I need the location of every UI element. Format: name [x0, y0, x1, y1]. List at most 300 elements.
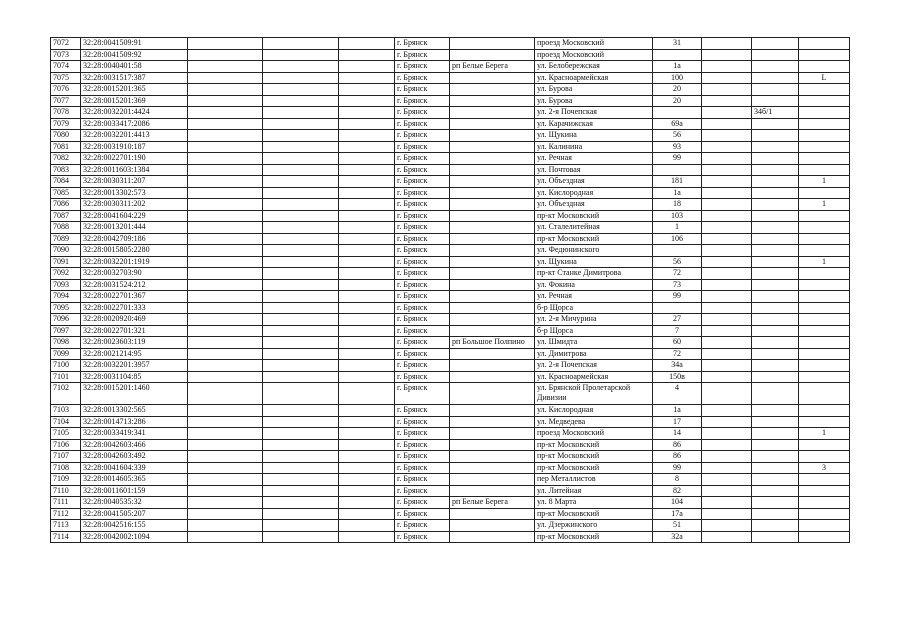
- table-cell: г. Брянск: [395, 348, 450, 360]
- table-cell: 73: [653, 279, 702, 291]
- table-cell: [188, 462, 263, 474]
- table-cell: 17: [653, 416, 702, 428]
- table-cell: [263, 233, 339, 245]
- table-cell: [702, 348, 752, 360]
- table-cell: 32:28:0014605:365: [81, 474, 188, 486]
- table-cell: [339, 371, 395, 383]
- table-cell: [450, 383, 535, 405]
- table-cell: [653, 245, 702, 257]
- table-cell: [188, 314, 263, 326]
- table-cell: [799, 95, 850, 107]
- table-cell: 7095: [51, 302, 81, 314]
- table-cell: [339, 383, 395, 405]
- table-cell: ул. Димитрова: [535, 348, 653, 360]
- table-cell: [450, 256, 535, 268]
- table-cell: [653, 302, 702, 314]
- table-cell: 7076: [51, 84, 81, 96]
- table-cell: [702, 451, 752, 463]
- table-cell: г. Брянск: [395, 141, 450, 153]
- table-cell: [339, 72, 395, 84]
- table-cell: 17а: [653, 508, 702, 520]
- table-row: [51, 222, 850, 234]
- table-cell: [799, 141, 850, 153]
- table-cell: [188, 153, 263, 165]
- table-cell: 1: [653, 222, 702, 234]
- table-cell: ул. 2-я Почепская: [535, 107, 653, 119]
- table-row: [51, 95, 850, 107]
- table-cell: 7103: [51, 405, 81, 417]
- table-cell: [799, 348, 850, 360]
- table-row: [51, 508, 850, 520]
- table-cell: [752, 485, 799, 497]
- table-cell: [752, 130, 799, 142]
- table-cell: 32:28:0032201:1919: [81, 256, 188, 268]
- table-row: [51, 84, 850, 96]
- table-cell: [188, 222, 263, 234]
- table-cell: [702, 405, 752, 417]
- table-cell: 1а: [653, 405, 702, 417]
- table-cell: 32:28:0013302:573: [81, 187, 188, 199]
- table-cell: 32:28:0032201:4424: [81, 107, 188, 119]
- table-cell: 99: [653, 462, 702, 474]
- table-cell: [263, 49, 339, 61]
- table-cell: 7114: [51, 531, 81, 543]
- table-cell: [188, 337, 263, 349]
- table-row: [51, 439, 850, 451]
- table-cell: 7088: [51, 222, 81, 234]
- table-cell: г. Брянск: [395, 371, 450, 383]
- table-row: [51, 485, 850, 497]
- table-cell: [263, 199, 339, 211]
- table-cell: [752, 302, 799, 314]
- table-cell: [450, 439, 535, 451]
- table-cell: ул. 2-я Мичурина: [535, 314, 653, 326]
- table-cell: 7098: [51, 337, 81, 349]
- table-cell: 32а: [653, 531, 702, 543]
- table-cell: [188, 405, 263, 417]
- table-cell: 32:28:0022701:190: [81, 153, 188, 165]
- table-cell: [702, 38, 752, 50]
- table-cell: г. Брянск: [395, 485, 450, 497]
- table-cell: 32:28:0015201:365: [81, 84, 188, 96]
- table-cell: 32:28:0041604:229: [81, 210, 188, 222]
- table-cell: [752, 153, 799, 165]
- table-cell: 7078: [51, 107, 81, 119]
- table-cell: [450, 474, 535, 486]
- table-cell: 103: [653, 210, 702, 222]
- table-cell: 7099: [51, 348, 81, 360]
- table-cell: 7104: [51, 416, 81, 428]
- table-cell: [653, 164, 702, 176]
- table-cell: пр-кт Московский: [535, 233, 653, 245]
- table-cell: [188, 383, 263, 405]
- table-cell: г. Брянск: [395, 451, 450, 463]
- table-cell: [702, 141, 752, 153]
- table-cell: 51: [653, 520, 702, 532]
- table-cell: ул. Почтовая: [535, 164, 653, 176]
- table-cell: [263, 187, 339, 199]
- table-cell: [752, 187, 799, 199]
- table-cell: пр-кт Московский: [535, 439, 653, 451]
- table-cell: 32:28:0042516:155: [81, 520, 188, 532]
- table-cell: [702, 268, 752, 280]
- table-cell: г. Брянск: [395, 508, 450, 520]
- table-row: [51, 416, 850, 428]
- table-cell: 32:28:0011603:1384: [81, 164, 188, 176]
- table-cell: [702, 233, 752, 245]
- table-cell: [263, 348, 339, 360]
- table-cell: 7092: [51, 268, 81, 280]
- table-cell: [339, 199, 395, 211]
- table-cell: [339, 187, 395, 199]
- table-cell: [339, 210, 395, 222]
- table-cell: [450, 84, 535, 96]
- table-cell: 7105: [51, 428, 81, 440]
- table-cell: [702, 497, 752, 509]
- table-cell: ул. Речная: [535, 291, 653, 303]
- table-cell: [450, 485, 535, 497]
- table-cell: [752, 416, 799, 428]
- table-cell: г. Брянск: [395, 439, 450, 451]
- table-cell: 7086: [51, 199, 81, 211]
- table-cell: [702, 416, 752, 428]
- table-cell: [702, 462, 752, 474]
- table-cell: 32:28:0021214:95: [81, 348, 188, 360]
- table-row: [51, 405, 850, 417]
- table-cell: ул. Объездная: [535, 199, 653, 211]
- table-cell: [752, 245, 799, 257]
- table-cell: [188, 348, 263, 360]
- table-cell: [702, 256, 752, 268]
- table-cell: [188, 520, 263, 532]
- table-cell: 1: [799, 199, 850, 211]
- table-cell: ул. Щукина: [535, 256, 653, 268]
- table-cell: 7110: [51, 485, 81, 497]
- table-cell: 1а: [653, 61, 702, 73]
- table-cell: ул. Дзержинского: [535, 520, 653, 532]
- table-cell: [702, 199, 752, 211]
- table-cell: [450, 49, 535, 61]
- table-cell: 32:28:0013302:565: [81, 405, 188, 417]
- table-cell: [702, 95, 752, 107]
- table-cell: [263, 439, 339, 451]
- table-row: [51, 49, 850, 61]
- table-cell: ул. Объездная: [535, 176, 653, 188]
- table-cell: проезд Московский: [535, 49, 653, 61]
- table-cell: 34а: [653, 360, 702, 372]
- table-cell: [450, 279, 535, 291]
- table-cell: [752, 268, 799, 280]
- table-cell: [263, 210, 339, 222]
- register-sheet: [50, 37, 850, 543]
- table-cell: 32:28:0020920:469: [81, 314, 188, 326]
- table-row: [51, 118, 850, 130]
- table-cell: 106: [653, 233, 702, 245]
- table-cell: [702, 49, 752, 61]
- table-cell: [702, 439, 752, 451]
- table-cell: [799, 164, 850, 176]
- table-cell: г. Брянск: [395, 474, 450, 486]
- table-cell: г. Брянск: [395, 279, 450, 291]
- table-row: [51, 164, 850, 176]
- table-cell: [188, 176, 263, 188]
- table-row: [51, 72, 850, 84]
- table-row: [51, 256, 850, 268]
- table-cell: [188, 72, 263, 84]
- table-cell: г. Брянск: [395, 176, 450, 188]
- table-cell: [339, 428, 395, 440]
- table-cell: [263, 462, 339, 474]
- table-cell: [339, 268, 395, 280]
- table-cell: 18: [653, 199, 702, 211]
- table-cell: [450, 141, 535, 153]
- table-cell: г. Брянск: [395, 61, 450, 73]
- table-cell: [339, 360, 395, 372]
- table-cell: [188, 497, 263, 509]
- table-cell: [799, 153, 850, 165]
- table-cell: [263, 451, 339, 463]
- table-cell: [339, 462, 395, 474]
- table-cell: [752, 199, 799, 211]
- table-cell: [188, 451, 263, 463]
- table-cell: [450, 360, 535, 372]
- table-cell: [188, 38, 263, 50]
- table-cell: [339, 222, 395, 234]
- table-cell: 7096: [51, 314, 81, 326]
- table-cell: г. Брянск: [395, 164, 450, 176]
- table-cell: [263, 164, 339, 176]
- table-cell: 32:28:0032201:4413: [81, 130, 188, 142]
- table-cell: 7080: [51, 130, 81, 142]
- table-cell: 7084: [51, 176, 81, 188]
- table-cell: г. Брянск: [395, 497, 450, 509]
- table-cell: [263, 337, 339, 349]
- table-cell: 32:28:0042603:466: [81, 439, 188, 451]
- table-cell: [339, 256, 395, 268]
- table-cell: [752, 508, 799, 520]
- table-cell: 7079: [51, 118, 81, 130]
- table-cell: [799, 233, 850, 245]
- table-cell: ул. Речная: [535, 153, 653, 165]
- table-cell: ул. Карачижская: [535, 118, 653, 130]
- table-cell: [188, 245, 263, 257]
- table-row: [51, 153, 850, 165]
- table-cell: г. Брянск: [395, 84, 450, 96]
- table-cell: [799, 107, 850, 119]
- table-cell: [752, 474, 799, 486]
- table-cell: 4: [653, 383, 702, 405]
- table-cell: [799, 314, 850, 326]
- table-cell: 1: [799, 428, 850, 440]
- table-cell: [263, 141, 339, 153]
- table-row: [51, 199, 850, 211]
- table-cell: ул. Калинина: [535, 141, 653, 153]
- table-cell: [263, 118, 339, 130]
- table-cell: [188, 107, 263, 119]
- table-cell: 7094: [51, 291, 81, 303]
- table-cell: [339, 245, 395, 257]
- table-cell: 1: [799, 176, 850, 188]
- table-cell: [263, 360, 339, 372]
- table-cell: г. Брянск: [395, 233, 450, 245]
- table-cell: [702, 508, 752, 520]
- table-cell: [450, 153, 535, 165]
- table-cell: [702, 72, 752, 84]
- table-cell: [752, 428, 799, 440]
- table-cell: [450, 428, 535, 440]
- table-cell: [799, 268, 850, 280]
- table-cell: [702, 210, 752, 222]
- table-cell: 32:28:0032703:90: [81, 268, 188, 280]
- table-cell: г. Брянск: [395, 118, 450, 130]
- table-cell: 32:28:0033419:341: [81, 428, 188, 440]
- table-cell: 20: [653, 95, 702, 107]
- table-cell: [752, 314, 799, 326]
- table-cell: г. Брянск: [395, 531, 450, 543]
- table-cell: 32:28:0031524:212: [81, 279, 188, 291]
- table-cell: 7075: [51, 72, 81, 84]
- table-row: [51, 360, 850, 372]
- table-cell: [450, 222, 535, 234]
- table-cell: [799, 485, 850, 497]
- table-cell: г. Брянск: [395, 72, 450, 84]
- table-cell: 32:28:0041509:92: [81, 49, 188, 61]
- table-cell: г. Брянск: [395, 210, 450, 222]
- table-cell: [339, 176, 395, 188]
- table-cell: [263, 279, 339, 291]
- table-cell: [752, 72, 799, 84]
- table-cell: 32:28:0041604:339: [81, 462, 188, 474]
- table-cell: [339, 416, 395, 428]
- table-row: [51, 210, 850, 222]
- table-cell: [450, 268, 535, 280]
- table-cell: г. Брянск: [395, 38, 450, 50]
- table-cell: 7108: [51, 462, 81, 474]
- table-cell: [263, 61, 339, 73]
- table-cell: [263, 38, 339, 50]
- table-cell: 7100: [51, 360, 81, 372]
- table-cell: ул. Сталелитейная: [535, 222, 653, 234]
- table-row: [51, 371, 850, 383]
- table-cell: г. Брянск: [395, 520, 450, 532]
- table-cell: 32:28:0022701:367: [81, 291, 188, 303]
- table-cell: б-р Щорса: [535, 325, 653, 337]
- table-cell: [799, 416, 850, 428]
- table-cell: г. Брянск: [395, 314, 450, 326]
- table-cell: [702, 245, 752, 257]
- table-cell: [450, 302, 535, 314]
- table-cell: [263, 245, 339, 257]
- table-cell: [752, 164, 799, 176]
- table-cell: [799, 291, 850, 303]
- table-cell: [702, 337, 752, 349]
- table-cell: г. Брянск: [395, 256, 450, 268]
- table-cell: [752, 531, 799, 543]
- table-cell: [263, 520, 339, 532]
- table-cell: 7109: [51, 474, 81, 486]
- table-cell: 3: [799, 462, 850, 474]
- table-cell: [752, 348, 799, 360]
- table-cell: ул. Красноармейская: [535, 371, 653, 383]
- table-cell: 99: [653, 291, 702, 303]
- table-cell: ул. Шмидта: [535, 337, 653, 349]
- table-cell: [450, 245, 535, 257]
- table-cell: 31: [653, 38, 702, 50]
- table-cell: 32:28:0032201:3957: [81, 360, 188, 372]
- table-cell: [188, 325, 263, 337]
- table-cell: [339, 84, 395, 96]
- table-cell: г. Брянск: [395, 405, 450, 417]
- table-cell: ул. 2-я Почепская: [535, 360, 653, 372]
- table-cell: [339, 325, 395, 337]
- table-cell: [799, 49, 850, 61]
- table-cell: [799, 451, 850, 463]
- table-cell: г. Брянск: [395, 107, 450, 119]
- table-cell: [799, 337, 850, 349]
- table-cell: [752, 337, 799, 349]
- table-cell: [188, 428, 263, 440]
- table-cell: [450, 405, 535, 417]
- table-cell: 72: [653, 268, 702, 280]
- table-cell: [752, 61, 799, 73]
- table-cell: [263, 256, 339, 268]
- table-cell: [339, 164, 395, 176]
- table-cell: [702, 107, 752, 119]
- table-cell: 150в: [653, 371, 702, 383]
- table-cell: [339, 485, 395, 497]
- table-cell: [799, 118, 850, 130]
- table-cell: 32:28:0042002:1094: [81, 531, 188, 543]
- table-cell: [263, 130, 339, 142]
- table-row: [51, 61, 850, 73]
- table-cell: [752, 497, 799, 509]
- table-cell: [450, 451, 535, 463]
- table-row: [51, 474, 850, 486]
- table-cell: [799, 508, 850, 520]
- table-cell: [188, 233, 263, 245]
- table-cell: 60: [653, 337, 702, 349]
- table-cell: 32:28:0030311:202: [81, 199, 188, 211]
- table-cell: [702, 84, 752, 96]
- table-cell: пр-кт Московский: [535, 210, 653, 222]
- table-cell: б-р Щорса: [535, 302, 653, 314]
- table-cell: [339, 508, 395, 520]
- table-cell: 1а: [653, 187, 702, 199]
- table-cell: [799, 439, 850, 451]
- table-row: [51, 107, 850, 119]
- table-cell: г. Брянск: [395, 49, 450, 61]
- table-cell: 181: [653, 176, 702, 188]
- table-cell: 7112: [51, 508, 81, 520]
- table-cell: [752, 371, 799, 383]
- table-cell: [188, 508, 263, 520]
- table-cell: [702, 520, 752, 532]
- table-cell: 100: [653, 72, 702, 84]
- table-cell: [799, 210, 850, 222]
- table-cell: [339, 118, 395, 130]
- table-cell: [339, 107, 395, 119]
- table-cell: 27: [653, 314, 702, 326]
- table-cell: [702, 291, 752, 303]
- table-cell: 32:28:0033417:2086: [81, 118, 188, 130]
- table-row: [51, 383, 850, 405]
- table-cell: 32:28:0011601:159: [81, 485, 188, 497]
- table-cell: [702, 118, 752, 130]
- table-cell: 69а: [653, 118, 702, 130]
- table-cell: ул. Литейная: [535, 485, 653, 497]
- table-cell: [450, 210, 535, 222]
- table-cell: г. Брянск: [395, 383, 450, 405]
